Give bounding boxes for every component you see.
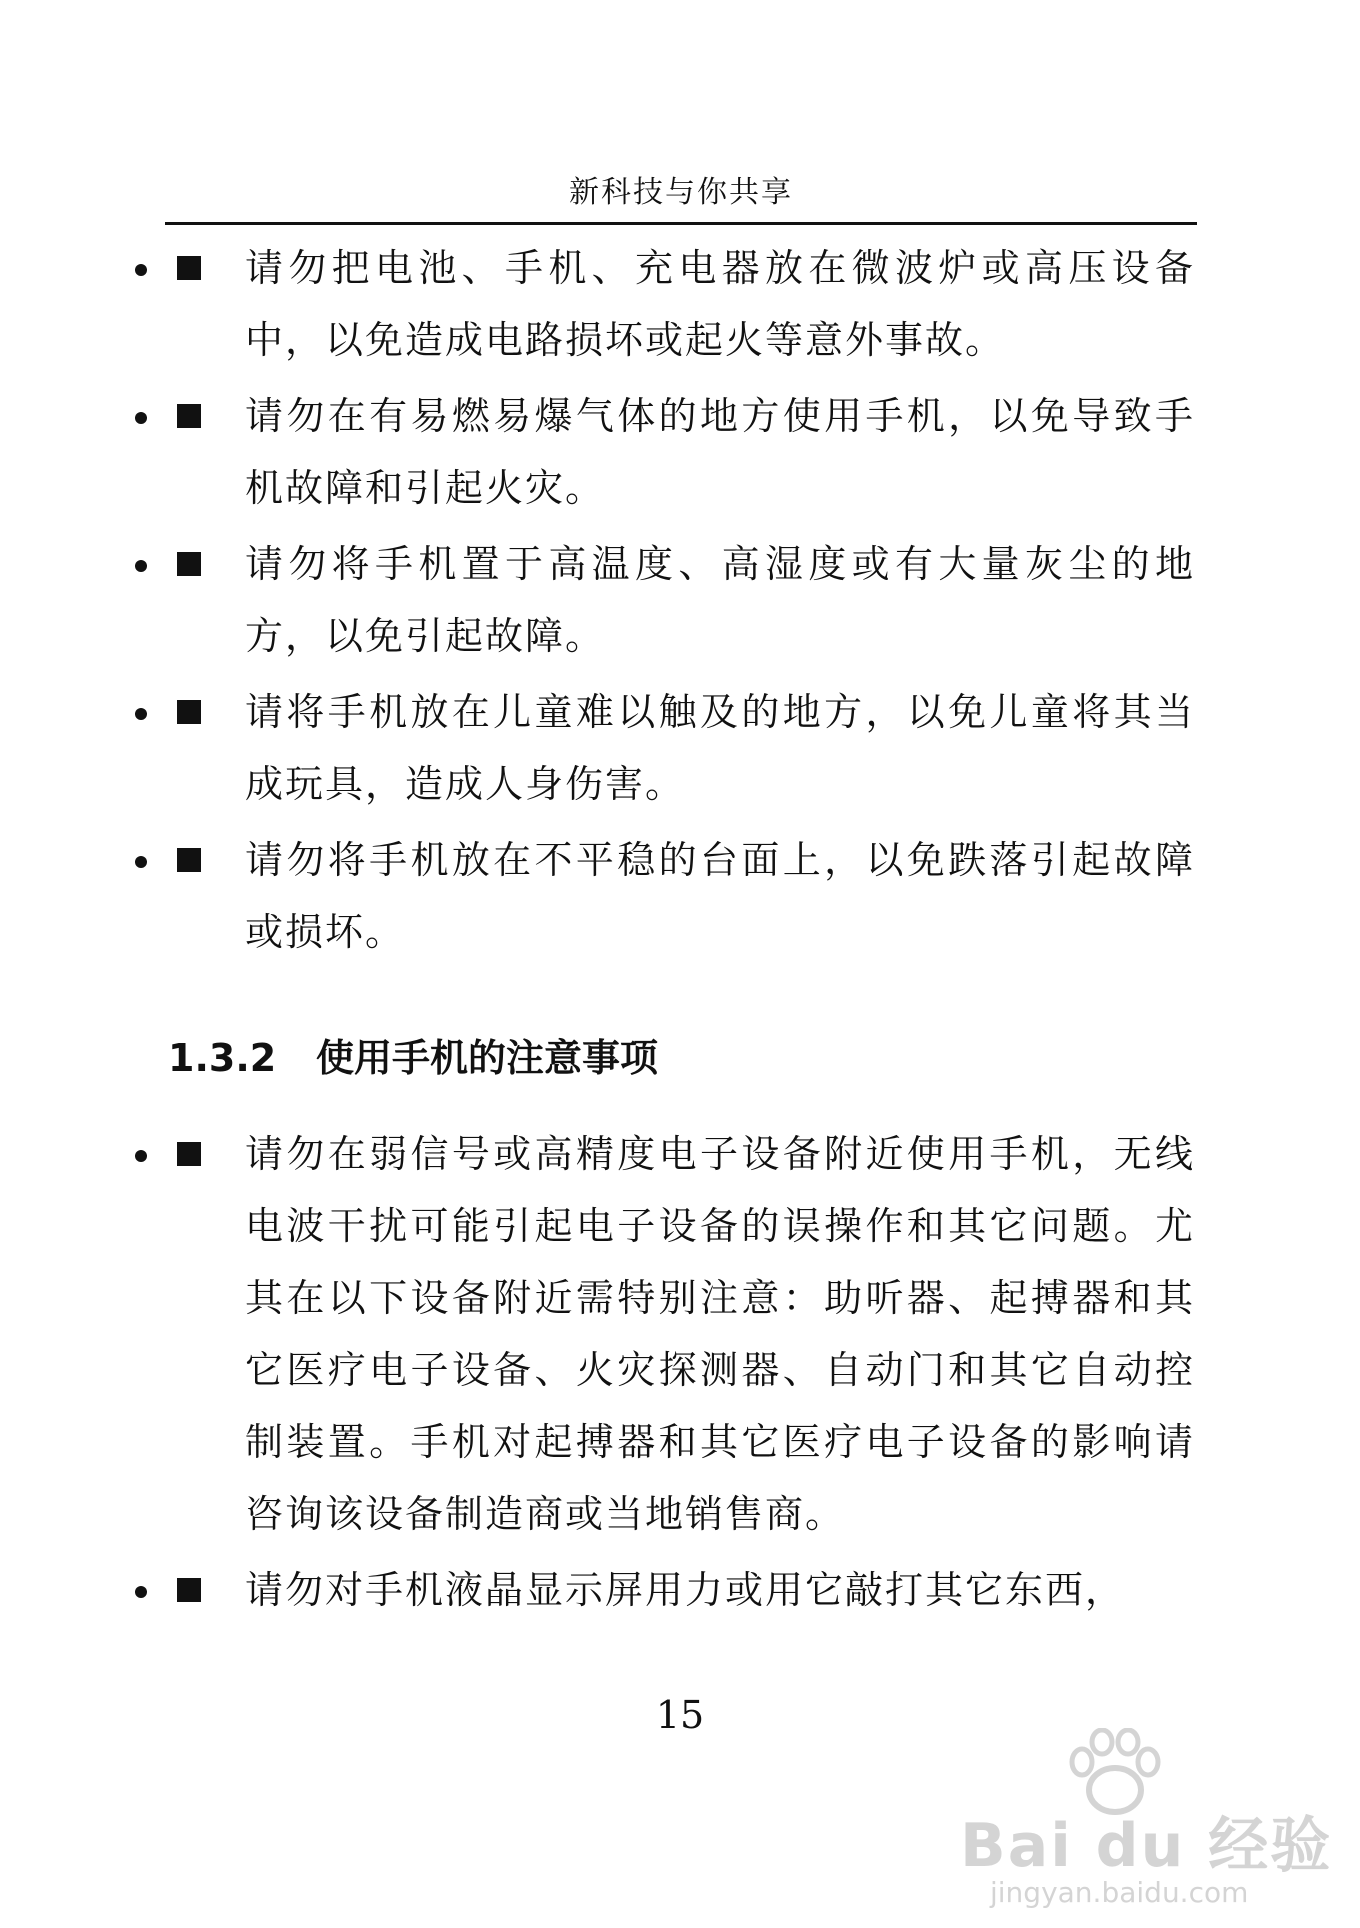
header-divider <box>165 222 1197 225</box>
safety-list <box>165 232 1195 972</box>
section-heading <box>168 1028 658 1088</box>
square-bullet-icon <box>177 404 201 428</box>
section-title: 使用手机的注意事项 <box>316 1036 659 1080</box>
square-bullet-icon <box>177 256 201 280</box>
square-bullet-icon <box>177 848 201 872</box>
list-item-text: • 请将手机放在儿童难以触及的地方，以免儿童将其当成玩具，造成人身伤害。 <box>245 690 1195 806</box>
square-bullet-icon <box>177 1142 201 1166</box>
watermark-brand: Bai du 经验 <box>960 1811 1333 1881</box>
watermark-url: jingyan.baidu.com <box>990 1876 1249 1909</box>
section-number: 1.3.2 <box>168 1036 277 1080</box>
list-item-text: • 请勿在有易燃易爆气体的地方使用手机，以免导致手机故障和引起火灾。 <box>245 394 1195 510</box>
list-item-text: • 请勿将手机置于高温度、高湿度或有大量灰尘的地方，以免引起故障。 <box>245 542 1195 658</box>
list-item <box>165 1118 1195 1550</box>
page-number: 15 <box>655 1693 705 1737</box>
watermark <box>960 1728 1333 1909</box>
square-bullet-icon <box>177 1578 201 1602</box>
list-item <box>165 232 1195 376</box>
usage-list <box>165 1118 1195 1630</box>
list-item <box>165 528 1195 672</box>
list-item <box>165 380 1195 524</box>
list-item-text: • 请勿把电池、手机、充电器放在微波炉或高压设备中，以免造成电路损坏或起火等意外事故。 <box>245 246 1195 362</box>
list-item-text: • 请勿将手机放在不平稳的台面上，以免跌落引起故障或损坏。 <box>245 838 1195 954</box>
square-bullet-icon <box>177 552 201 576</box>
list-item <box>165 676 1195 820</box>
list-item <box>165 824 1195 968</box>
square-bullet-icon <box>177 700 201 724</box>
page-header: 新科技与你共享 <box>569 175 793 210</box>
list-item-text: • 请勿对手机液晶显示屏用力或用它敲打其它东西， <box>245 1568 1126 1612</box>
list-item-text: • 请勿在弱信号或高精度电子设备附近使用手机，无线电波干扰可能引起电子设备的误操作和其它问题。尤其在以下设备附近需特别注意：助听器、起搏器和其它医疗电子设备、火灾探测器、自动门和其它自动控制装置。手机对起搏器和其它医疗电子设备的影响请咨询该设备制造商或当地销售商。 <box>245 1132 1195 1536</box>
list-item <box>165 1554 1195 1626</box>
